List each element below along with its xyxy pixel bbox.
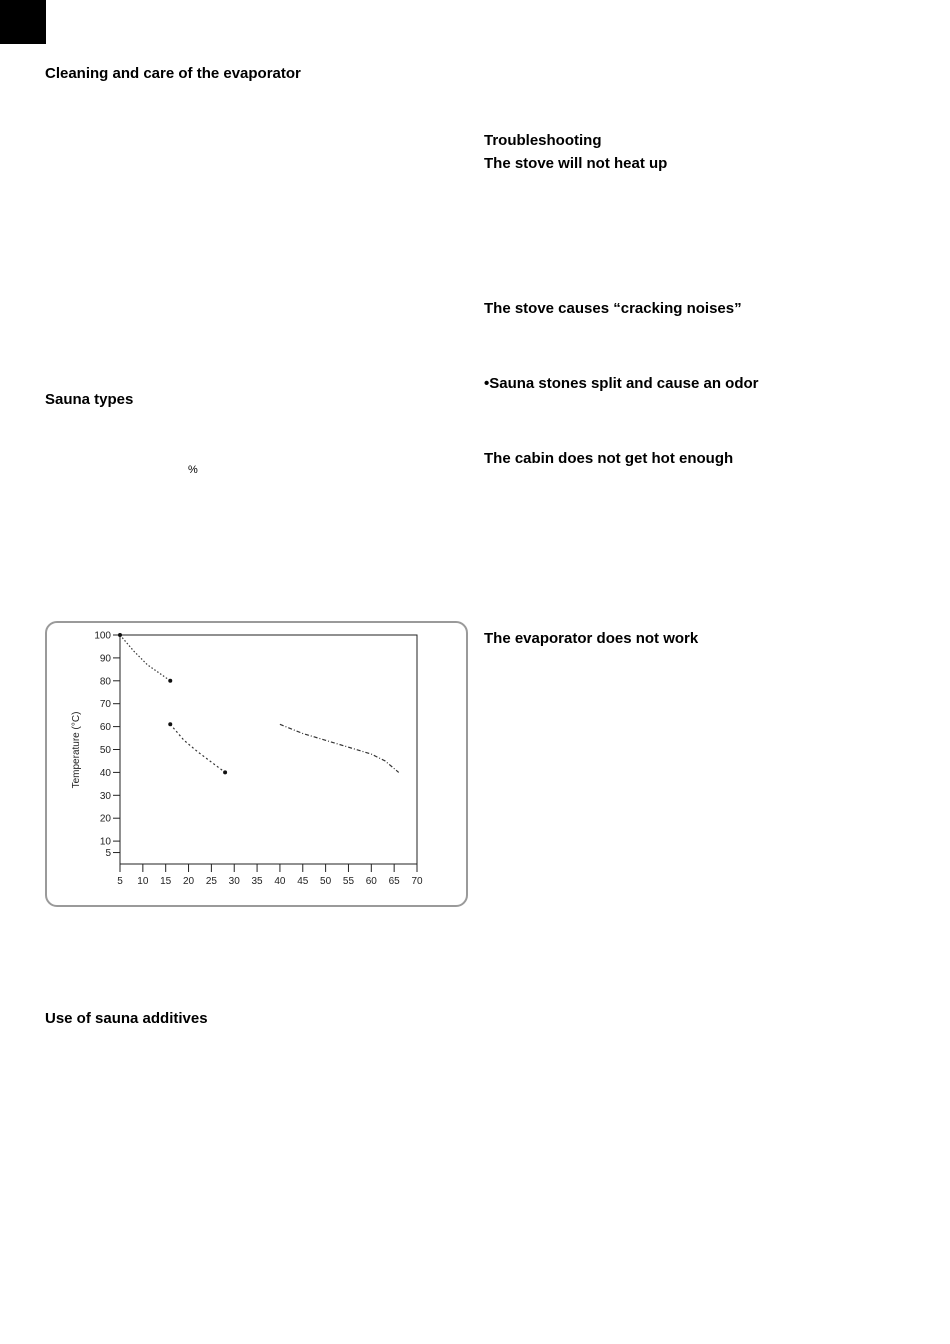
chart-canvas — [47, 623, 466, 905]
x-tick-label: 15 — [160, 876, 172, 887]
y-tick-label: 20 — [99, 813, 111, 825]
x-tick-label: 55 — [342, 876, 355, 887]
x-tick-label: 5 — [117, 876, 123, 887]
y-tick-label: 60 — [99, 722, 111, 734]
page-corner-block — [0, 0, 46, 44]
y-axis-label: Temperature (°C) — [71, 711, 82, 789]
x-tick-label: 35 — [251, 876, 263, 887]
series-1-start-point — [118, 633, 122, 637]
y-tick-label: 40 — [99, 767, 111, 779]
heading-stones: •Sauna stones split and cause an odor — [484, 375, 759, 392]
y-tick-label: 5 — [105, 848, 111, 860]
y-tick-label: 10 — [99, 836, 111, 848]
temperature-chart — [45, 621, 468, 907]
x-tick-label: 30 — [228, 876, 240, 887]
x-axis — [117, 864, 423, 887]
x-tick-label: 10 — [137, 876, 149, 887]
heading-sauna-types: Sauna types — [45, 391, 134, 408]
series-2-start-point — [168, 722, 172, 726]
series-lines — [118, 633, 399, 774]
y-axis — [94, 631, 120, 860]
heading-troubleshooting: Troubleshooting — [484, 132, 602, 149]
y-tick-label: 70 — [99, 699, 111, 711]
x-tick-label: 70 — [411, 876, 423, 887]
heading-no-heat: The stove will not heat up — [484, 155, 668, 172]
x-tick-label: 20 — [182, 876, 195, 887]
heading-cracking: The stove causes “cracking noises” — [484, 300, 742, 317]
plot-area-frame — [120, 635, 417, 864]
y-tick-label: 30 — [99, 790, 111, 802]
y-tick-label: 80 — [99, 676, 111, 688]
series-line-2 — [170, 724, 225, 772]
heading-cleaning: Cleaning and care of the evaporator — [45, 65, 301, 82]
x-tick-label: 25 — [205, 876, 217, 887]
x-tick-label: 60 — [365, 876, 377, 887]
y-tick-label: 90 — [99, 653, 111, 665]
x-tick-label: 40 — [274, 876, 286, 887]
percent-sign: % — [188, 464, 198, 476]
x-tick-label: 65 — [388, 876, 400, 887]
heading-evaporator: The evaporator does not work — [484, 630, 699, 647]
heading-additives: Use of sauna additives — [45, 1010, 208, 1027]
series-1-end-point — [168, 679, 172, 683]
heading-cabin: The cabin does not get hot enough — [484, 450, 734, 467]
series-line-1 — [120, 635, 170, 681]
series-2-end-point — [223, 770, 227, 774]
y-tick-label: 100 — [94, 630, 111, 642]
x-tick-label: 50 — [320, 876, 332, 887]
x-tick-label: 45 — [297, 876, 309, 887]
y-tick-label: 50 — [99, 745, 111, 756]
series-line-3 — [280, 724, 399, 772]
